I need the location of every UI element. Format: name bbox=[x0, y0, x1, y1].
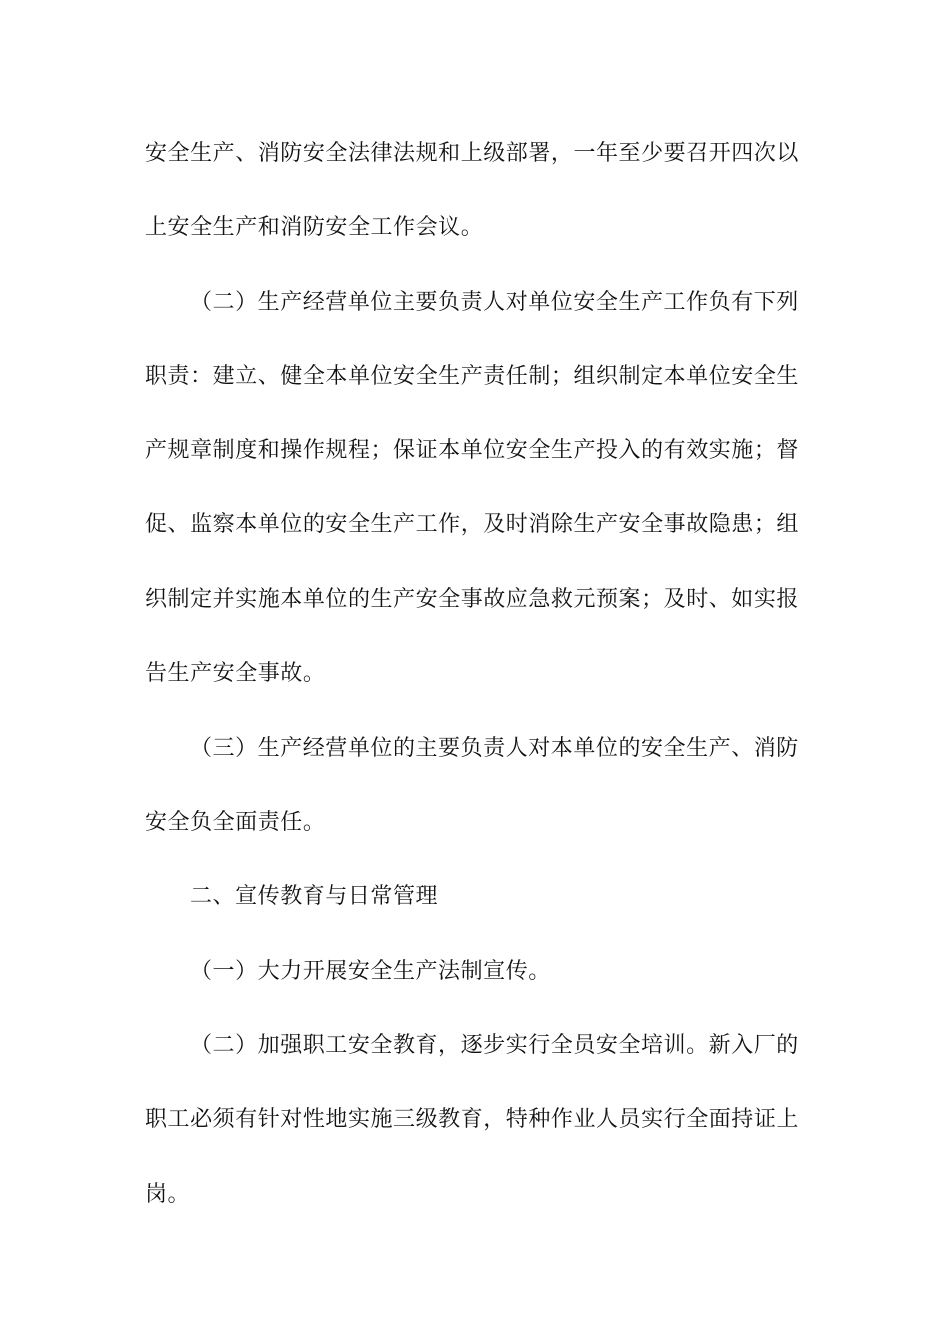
paragraph-line: 上安全生产和消防安全工作会议。 bbox=[145, 215, 484, 240]
paragraph-line: （二）加强职工安全教育，逐步实行全员安全培训。新入厂的 bbox=[190, 1033, 799, 1058]
paragraph-line: 职责：建立、健全本单位安全生产责任制；组织制定本单位安全生 bbox=[145, 364, 799, 389]
paragraph-line: 岗。 bbox=[145, 1182, 191, 1207]
paragraph-line: 促、监察本单位的安全生产工作，及时消除生产安全事故隐患；组 bbox=[145, 512, 799, 537]
section-heading: 二、宣传教育与日常管理 bbox=[190, 884, 439, 909]
paragraph-line: 职工必须有针对性地实施三级教育，特种作业人员实行全面持证上 bbox=[145, 1107, 799, 1132]
paragraph-line: 告生产安全事故。 bbox=[145, 661, 326, 686]
paragraph-line: （二）生产经营单位主要负责人对单位安全生产工作负有下列 bbox=[190, 290, 799, 315]
paragraph-line: 织制定并实施本单位的生产安全事故应急救元预案；及时、如实报 bbox=[145, 587, 799, 612]
paragraph-line: （三）生产经营单位的主要负责人对本单位的安全生产、消防 bbox=[190, 736, 799, 761]
paragraph-line: 安全生产、消防安全法律法规和上级部署，一年至少要召开四次以 bbox=[145, 141, 799, 166]
paragraph-line: 安全负全面责任。 bbox=[145, 810, 326, 835]
paragraph-line: （一）大力开展安全生产法制宣传。 bbox=[190, 959, 551, 984]
paragraph-line: 产规章制度和操作规程；保证本单位安全生产投入的有效实施；督 bbox=[145, 438, 799, 463]
